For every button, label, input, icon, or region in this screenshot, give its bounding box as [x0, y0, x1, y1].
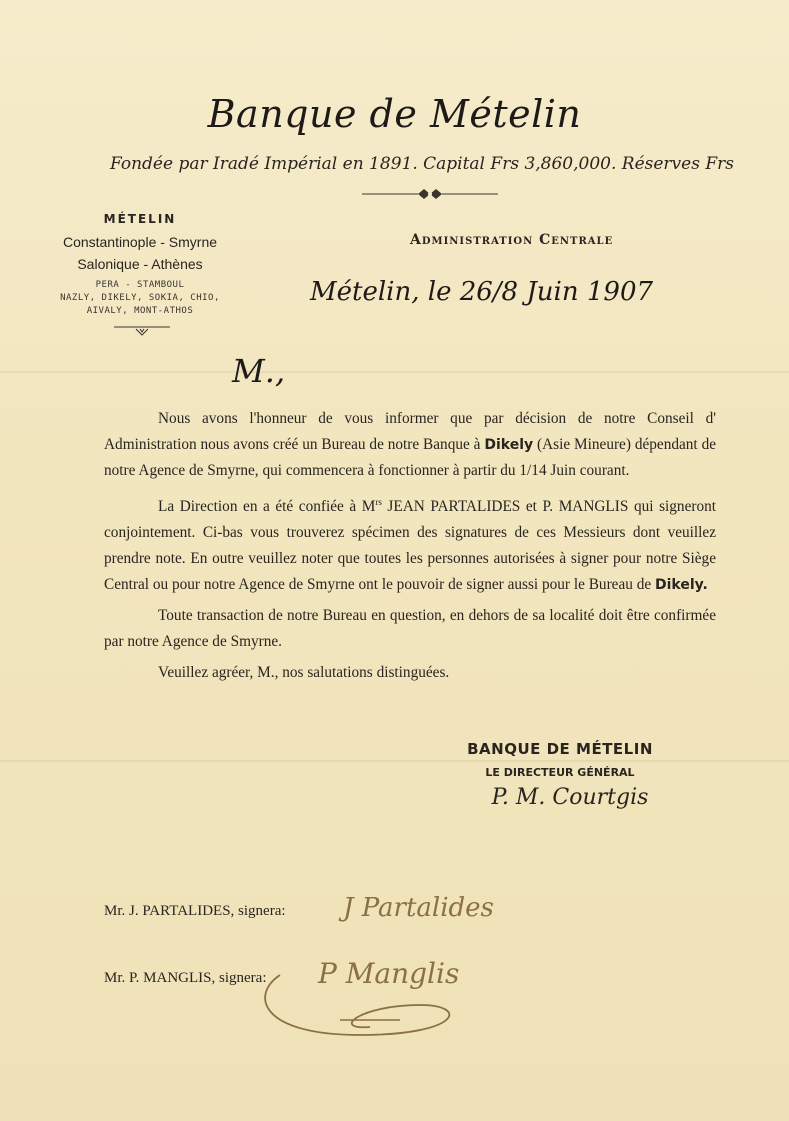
para1-text-b: (Asie Mineure) dépendant de notre Agence de Smyrne, qui commencera à fonctionner à partir du 1/14 Juin courant. — [104, 436, 717, 479]
paragraph-4: Veuillez agréer, M., nos salutations distinguées. — [158, 664, 450, 682]
paragraph-3: Toute transaction de notre Bureau en question, en dehors de sa localité doit être confirmée par notre Agence de Smyrne. — [104, 607, 716, 651]
head-office: MÉTELIN — [103, 212, 177, 226]
para2-place: Dikely. — [654, 577, 708, 594]
para1-place: Dikely — [484, 437, 534, 453]
agencies-line-1: PERA - STAMBOUL — [95, 280, 185, 290]
department-label — [410, 232, 670, 248]
branches-line-1: Constantinople - Smyrne — [62, 234, 218, 250]
branches-line-2: Salonique - Athènes — [77, 256, 203, 272]
para1-text-a: Nous avons l'honneur de vous informer que par décision de notre Conseil d' Administration nous avons créé un Bureau de notre Banque à — [104, 410, 716, 453]
paper-fold — [0, 371, 789, 373]
bank-subtitle: Fondée par Iradé Impérial en 1891. Capital Frs 3,860,000. Réserves Frs — [110, 154, 734, 174]
small-ornament-icon — [112, 323, 172, 337]
para2-text-b: JEAN PARTALIDES et P. MANGLIS qui signeront conjointement. Ci-bas vous trouverez spécimen des signatures de ces Messieurs dont veuillez prendre note. En outre veuillez noter que toutes les personnes autorisées à signer pour notre Siège Central ou pour notre Agence de Smyrne ont le pouvoir de signer aussi pour le Bureau de — [104, 498, 716, 594]
place-date: Mételin, le 26/8 Juin 1907 — [310, 277, 654, 307]
handwritten-signature-partalides — [335, 880, 535, 930]
handwritten-signature-2-text: P Manglis — [318, 957, 460, 990]
handwritten-signature-manglis — [240, 935, 530, 1055]
ornament-divider-icon — [360, 185, 500, 203]
department-text: Administration Centrale — [410, 232, 614, 248]
handwritten-signature-1-text: J Partalides — [343, 893, 494, 923]
specimen-line-1: Mr. J. PARTALIDES, signera: — [104, 903, 286, 919]
signature-name: P. M. Courtgis — [491, 785, 649, 810]
signature-bank: BANQUE DE MÉTELIN — [467, 740, 653, 758]
paper-fold — [0, 760, 789, 762]
signature-role: LE DIRECTEUR GÉNÉRAL — [485, 766, 635, 779]
agencies-line-3: AIVALY, MONT-ATHOS — [86, 306, 194, 316]
salutation: M., — [232, 352, 286, 390]
para2-text-a: La Direction en a été confiée à M — [158, 498, 376, 516]
paragraph-2 — [104, 489, 716, 598]
agencies-line-2: NAZLY, DIKELY, SOKIA, CHIO, — [60, 293, 220, 303]
paragraph-1 — [104, 406, 716, 484]
bank-title: Banque de Mételin — [207, 92, 582, 136]
para2-superscript: rs — [375, 497, 382, 507]
letter-body — [104, 406, 716, 686]
specimen-line-2: Mr. P. MANGLIS, signera: — [104, 970, 267, 986]
